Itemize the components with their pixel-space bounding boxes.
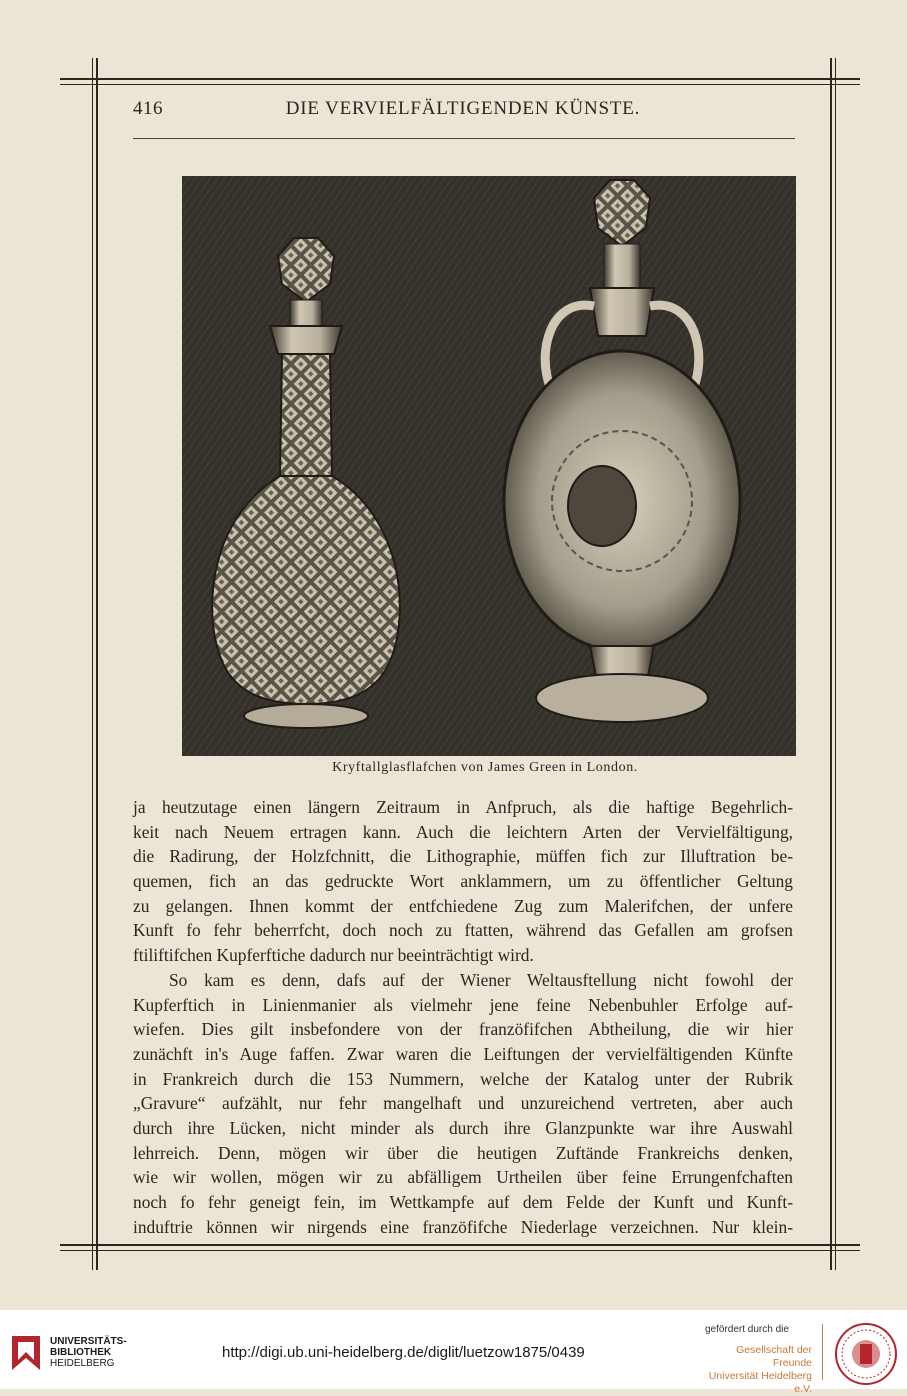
page-header: [133, 98, 795, 128]
library-logo-icon: [12, 1336, 40, 1370]
text-line: „Gravure“ aufzählt, nur fehr mangelhaft und unzureichend vertreten, aber auch: [133, 1093, 793, 1114]
text-line: wie wir wollen, mögen wir zu abfälligem Urtheilen über feine Errungenfchaften: [133, 1167, 793, 1188]
text-line: keit nach Neuem ertragen kann. Auch die leichtern Arten der Vervielfältigung,: [133, 821, 793, 842]
text-line: quemen, fich an das gedruckte Wort anklammern, um zu öffentlicher Geltung: [133, 871, 793, 892]
page-number: 416: [133, 98, 163, 119]
sponsor-intro: gefördert durch die: [705, 1324, 789, 1335]
text-line: Kupferftich in Linienmanier als vielmehr jene feine Nebenbuhler Erfolge auf-: [133, 994, 793, 1015]
library-name: UNIVERSITÄTS- BIBLIOTHEK HEIDELBERG: [50, 1336, 127, 1369]
decanters-illustration: [182, 176, 796, 756]
text-line: durch ihre Lücken, nicht minder als durch ihre Glanzpunkte war ihre Auswahl: [133, 1117, 793, 1138]
text-line: zunächft in's Auge faffen. Zwar waren die Leiftungen der vervielfältigenden Künfte: [133, 1043, 793, 1064]
text-line: So kam es denn, dafs auf der Wiener Weltausftellung nicht fowohl der: [169, 969, 793, 990]
text-line: lehrreich. Denn, mögen wir über die heutigen Zuftände Frankreichs denken,: [133, 1142, 793, 1163]
frame-left-rule-2: [96, 58, 98, 1270]
frame-top-rule: [60, 78, 860, 80]
permalink-url[interactable]: http://digi.ub.uni-heidelberg.de/diglit/luetzow1875/0439: [222, 1344, 585, 1361]
frame-top-rule-inner: [60, 84, 860, 85]
sponsor-name: Gesellschaft der Freunde Universität Heidelberg e.V.: [708, 1344, 812, 1395]
running-head: DIE VERVIELFÄLTIGENDEN KÜNSTE.: [285, 98, 641, 119]
text-line: wiefen. Dies gilt insbefondere von der franzöfifchen Abtheilung, die wir hier: [133, 1019, 793, 1040]
text-line: ftiliftifchen Kupferftiche dadurch nur beeinträchtigt wird.: [133, 945, 534, 966]
text-line: zu gelangen. Ihnen kommt der entfchiedene Zug zum Malerifchen, der unfere: [133, 895, 793, 916]
sponsor-divider: [822, 1324, 823, 1380]
figure-caption: Kryftallglasflafchen von James Green in London.: [332, 760, 638, 775]
text-line: in Frankreich durch die 153 Nummern, welche der Katalog unter der Rubrik: [133, 1068, 793, 1089]
text-line: induftrie können wir nirgends eine franzöfifche Niederlage verzeichnen. Nur klein-: [133, 1216, 793, 1237]
frame-right-rule-2: [835, 58, 836, 1270]
header-rule: [133, 138, 795, 139]
engraving-figure: [182, 176, 796, 756]
text-line: die Radirung, der Holzfchnitt, die Lithographie, müffen fich zur Illuftration be-: [133, 846, 793, 867]
text-line: noch fo fehr geneigt fein, im Wettkampfe auf dem Felde der Kunft und Kunft-: [133, 1192, 793, 1212]
body-text: [133, 795, 793, 1239]
university-seal-icon: [834, 1322, 898, 1386]
text-line: ja heutzutage einen längern Zeitraum in Anfpruch, als die haftige Begehrlich-: [133, 797, 793, 817]
frame-left-rule: [92, 58, 93, 1270]
frame-bottom-rule-inner: [60, 1250, 860, 1251]
digitization-footer: [0, 1310, 907, 1395]
text-line: Kunft fo fehr beherrfcht, doch noch zu ftatten, während das Gefallen am grofsen: [133, 920, 793, 941]
frame-right-rule: [830, 58, 832, 1270]
frame-bottom-rule: [60, 1244, 860, 1246]
